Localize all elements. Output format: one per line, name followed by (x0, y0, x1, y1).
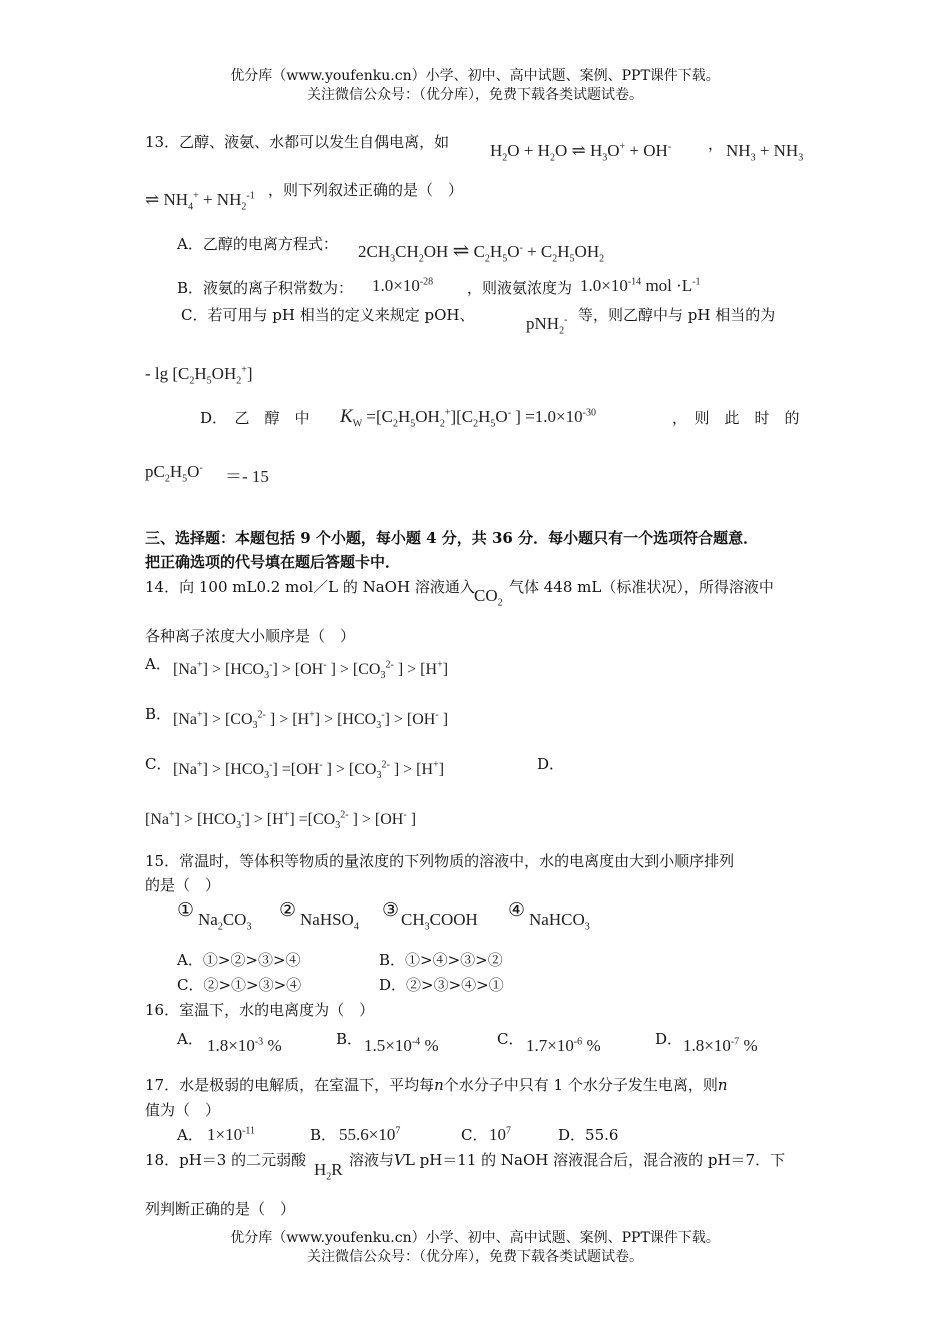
q16-c-label: C． (497, 1030, 524, 1048)
q14-a-label: A． (145, 655, 171, 673)
q13-option-d-formula: $K_W =[C_2H_5OH_2^+][C_2H_5O^-$ ] $=1.0\times 10^{-30}$ (340, 406, 596, 430)
q13-option-d-value: ＝- 15 (225, 467, 269, 486)
q15-option-b: B．①>④>③>② (379, 951, 503, 969)
q15-marker-3: ③ (382, 899, 400, 921)
header-line-1: 优分库（www.youfenku.cn）小学、初中、高中试题、案例、PPT课件下载。 (230, 68, 720, 84)
q18-h2r: $H_2R$ (314, 1160, 343, 1183)
q13-option-c: C．若可用与 pH 相当的定义来规定 pOH、 (181, 306, 475, 324)
q14-c-label: C． (145, 755, 172, 773)
q13-option-b-value1: $1.0\times 10^{-28}$ (372, 276, 434, 295)
q13-option-c-pnh2: pNH$_2$- (526, 314, 568, 337)
q13-option-c-tail: 等，则乙醇中与 pH 相当的为 (578, 306, 776, 324)
q13-option-d: D． 乙 醇 中 (200, 409, 310, 427)
q17-b-label: B． (310, 1126, 337, 1144)
q13-stem2: ，则下列叙述正确的是（ ） (268, 181, 464, 199)
q17-stem1b: 个水分子中只有 1 个水分子发生电离，则 (443, 1076, 718, 1094)
q13-option-b: B．液氨的离子积常数为： (177, 279, 354, 297)
q15-ch3cooh: $CH_3COOH$ (401, 910, 478, 933)
q14-stem-b: 气体 448 mL（标准状况），所得溶液中 (509, 578, 774, 596)
q13-option-c-formula: - $\lg [C_2H_5OH_2^+]$ (145, 364, 253, 387)
q13-nh3-equation: $NH_3 + NH_3$ (726, 141, 804, 164)
q17-stem1 (145, 1074, 728, 1095)
q15-option-c: C．②>①>③>④ (177, 976, 302, 994)
q16-b-label: B． (336, 1030, 363, 1048)
q13-option-b-value2: $1.0\times 10^{-14}$ mol $\cdot L^{-1}$ (580, 276, 701, 295)
q14-co2: $CO_2$ (474, 586, 503, 609)
q18-stem1a: 18．pH＝3 的二元弱酸 (145, 1151, 307, 1169)
q15-stem1: 15．常温时，等体积等物质的量浓度的下列物质的溶液中，水的电离度由大到小顺序排列 (145, 852, 735, 870)
q18-stem1c: L pH＝11 的 NaOH 溶液混合后，混合液的 pH＝7．下 (404, 1151, 786, 1169)
q13-option-d-pc2h5o: $pC_2H_5O^-$ (145, 462, 203, 485)
q16-stem: 16．室温下，水的电离度为（ ） (145, 1001, 375, 1019)
q17-d-option: D．55.6 (558, 1126, 619, 1144)
q15-marker-1: ① (177, 899, 195, 921)
q15-marker-2: ② (279, 899, 297, 921)
q17-n: n (434, 1076, 444, 1094)
q15-nahco3: NaHCO$_3$ (529, 910, 590, 933)
q16-d-label: D． (655, 1030, 683, 1048)
q13-stem-sep: ， (708, 135, 724, 153)
q13-option-a-equation: $2CH_3CH_2OH$ ⇌ $C_2H_5O^- + C_2H_5OH_2$ (358, 240, 605, 265)
q15-option-d: D．②>③>④>① (379, 976, 504, 994)
q17-b-value: $55.6\times 10^7$ (339, 1125, 401, 1144)
q15-marker-4: ④ (508, 899, 526, 921)
q17-n-end: n (717, 1076, 728, 1094)
q16-d-value: $1.8\times 10^{-7}$ % (683, 1036, 758, 1055)
q17-stem1a: 17．水是极弱的电解质，在室温下，平均每 (145, 1076, 435, 1094)
q15-option-a: A．①>②>③>④ (177, 951, 301, 969)
q14-b-formula: $[Na^+] > [CO_3^{2-}$ ] > $[H^+] > [HCO_3^-] > [OH^-$ ] (173, 709, 449, 732)
q17-a-label: A． (177, 1126, 203, 1144)
q13-option-d-tail: ， 则 此 时 的 (672, 409, 800, 427)
footer-line-2: 关注微信公众号：（优分库），免费下载各类试题试卷。 (307, 1249, 643, 1265)
q18-stem1b: 溶液与 (349, 1151, 395, 1169)
section3-line2: 把正确选项的代号填在题后答题卡中． (145, 553, 401, 571)
q14-d-formula: $[Na^+] > [HCO_3^-] > [H^+] =[CO_3^{2-}$ ] > [OH- ] (145, 809, 417, 832)
q15-stem2: 的是（ ） (145, 876, 221, 894)
q16-a-value: $1.8\times 10^{-3}$ % (207, 1036, 282, 1055)
q17-c-value: $10^7$ (489, 1125, 511, 1144)
q13-stem: 13．乙醇、液氨、水都可以发生自偶电离，如 (145, 133, 450, 151)
q18-stem2: 列判断正确的是（ ） (145, 1200, 296, 1218)
q16-c-value: $1.7\times 10^{-6}$ % (526, 1036, 601, 1055)
q13-option-b-mid: ，则液氨浓度为 (467, 279, 573, 297)
footer-line-1: 优分库（www.youfenku.cn）小学、初中、高中试题、案例、PPT课件下载。 (230, 1230, 720, 1246)
q15-nahso4: NaHSO$_4$ (300, 910, 359, 933)
q14-c-formula: $[Na^+] > [HCO_3^-] =[OH^-$ ] > [$CO_3^{2-}$ ] > [H+] (173, 759, 445, 782)
q18-stem1 (349, 1149, 785, 1170)
q14-b-label: B． (145, 705, 172, 723)
q14-a-formula: $[Na^+] > [HCO_3^-] > [OH^-$ ] > [$CO_3^{2-}$ ] > [H+] (173, 659, 449, 682)
q17-c-label: C． (461, 1126, 488, 1144)
q13-nh3-products: ⇌ $NH_4^+ + NH_2^{-1}$ (145, 190, 255, 213)
q13-water-equation: $H_2O + H_2O$ ⇌ $H_3O^+ + OH^-$ (490, 141, 672, 164)
q16-a-label: A． (177, 1030, 203, 1048)
q14-stem2: 各种离子浓度大小顺序是（ ） (145, 627, 356, 645)
q15-na2co3: $Na_2CO_3$ (198, 910, 252, 933)
q14-stem: 14．向 100 mL0.2 mol／L 的 NaOH 溶液通入 (145, 578, 475, 596)
header-line-2: 关注微信公众号：（优分库），免费下载各类试题试卷。 (307, 87, 643, 103)
q13-option-a: A．乙醇的电离方程式： (177, 235, 338, 253)
q18-v: V (394, 1151, 405, 1169)
q17-a-value: $1\times 10^{-11}$ (207, 1125, 256, 1144)
section3-line1: 三、选择题：本题包括 9 个小题，每小题 4 分，共 36 分．每小题只有一个选项符合题意． (145, 529, 759, 547)
q14-d-label: D． (537, 755, 565, 773)
q17-stem2: 值为（ ） (145, 1101, 221, 1119)
q16-b-value: $1.5\times 10^{-4}$ % (364, 1036, 439, 1055)
